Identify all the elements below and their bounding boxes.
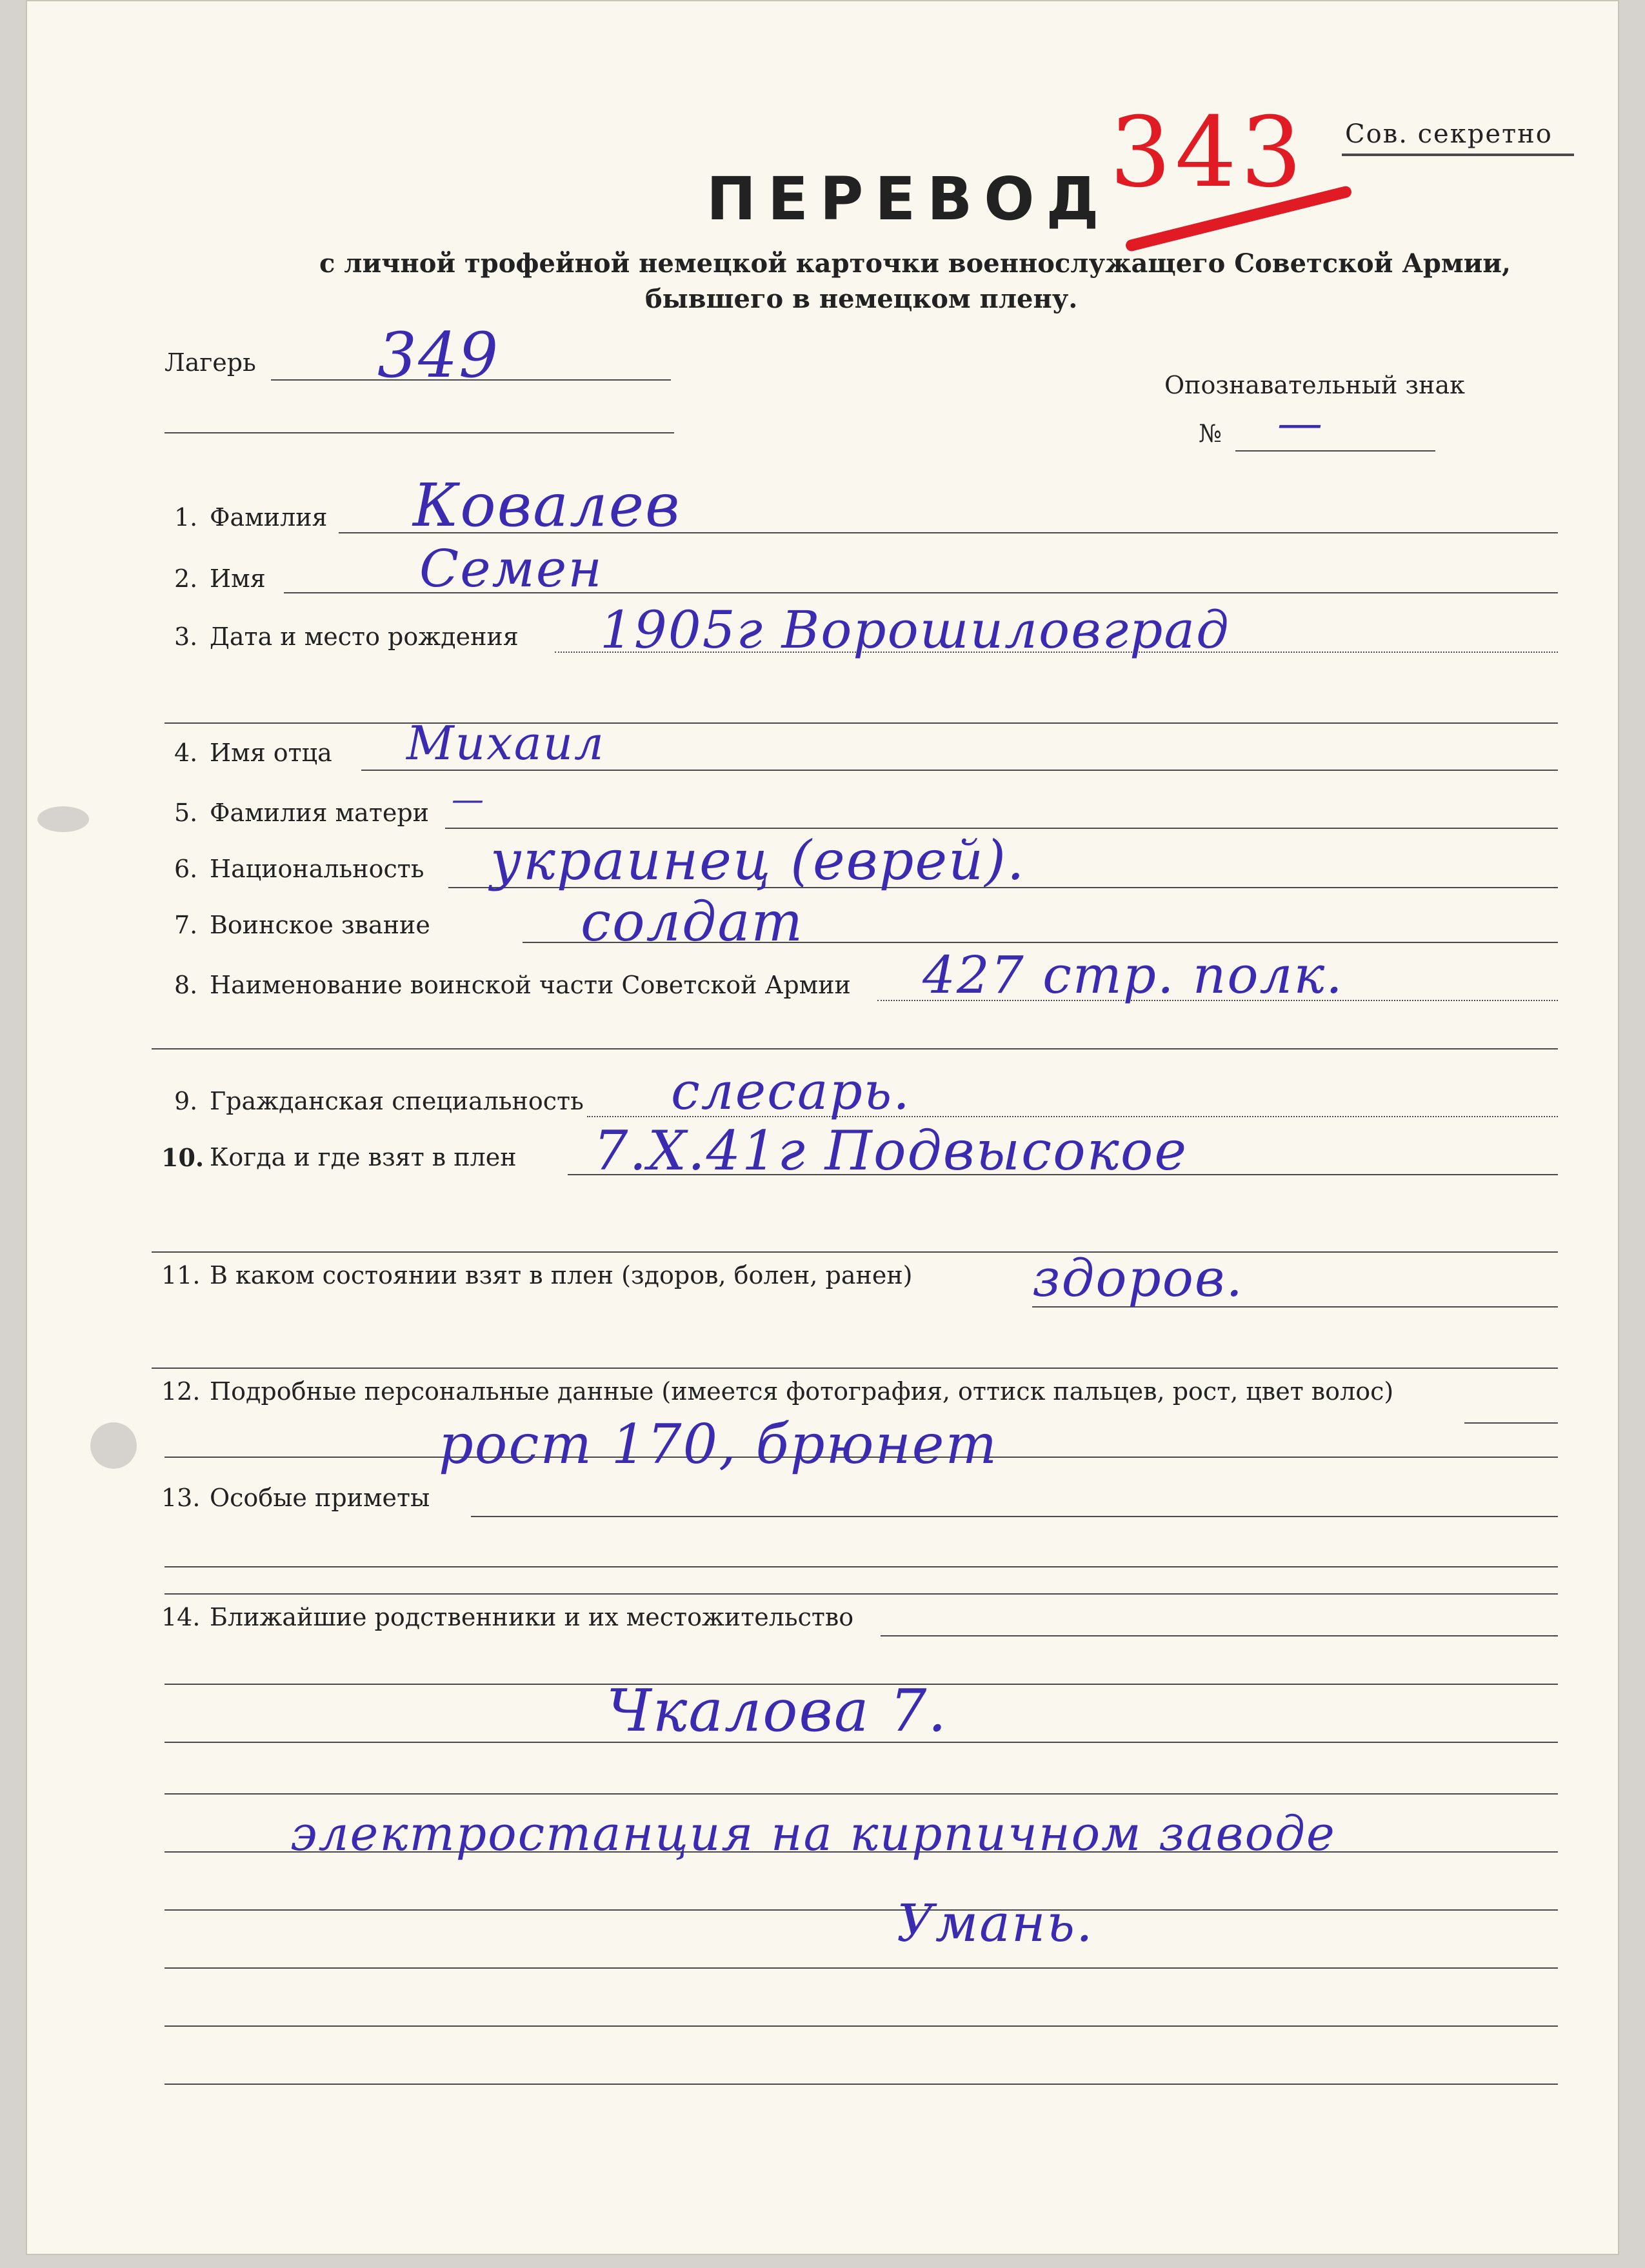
field-5-label: Фамилия матери (210, 799, 429, 827)
field-10-label: Когда и где взят в плен (210, 1143, 517, 1171)
relatives-line-3 (164, 1793, 1558, 1795)
field-3-number: 3. (174, 622, 198, 651)
field-1-label: Фамилия (210, 503, 328, 532)
field-11-value: здоров. (1032, 1248, 1244, 1308)
punch-hole-upper (37, 806, 89, 832)
scan-bottom-edge (0, 2255, 1645, 2268)
field-8-label: Наименование воинской части Советской Армии (210, 971, 851, 999)
field-3-value: 1905г Ворошиловград (600, 600, 1230, 660)
id-tag-value: — (1277, 397, 1324, 450)
field-9-number: 9. (174, 1087, 198, 1115)
camp-value: 349 (377, 319, 500, 392)
punch-hole-lower (90, 1422, 137, 1469)
field-2-number: 2. (174, 564, 198, 593)
field-13-line (471, 1516, 1558, 1517)
relatives-line-6 (164, 1967, 1558, 1969)
field-6-value: украинец (еврей). (490, 829, 1026, 892)
document-page (26, 0, 1619, 2255)
field-11-label: В каком состоянии взят в плен (здоров, болен, ранен) (210, 1261, 913, 1289)
field-2-label: Имя (210, 564, 266, 593)
id-tag-line (1235, 450, 1435, 452)
field-3-label: Дата и место рождения (210, 622, 519, 651)
field-8-number: 8. (174, 971, 198, 999)
field-14-line (881, 1635, 1558, 1636)
field-13-line-2 (164, 1566, 1558, 1567)
field-7-label: Воинское звание (210, 911, 430, 939)
subtitle-line2: бывшего в немецком плену. (645, 284, 1078, 314)
field-7-value: солдат (581, 890, 804, 953)
field-9-label: Гражданская специальность (210, 1087, 584, 1115)
relatives-value-3: Умань. (897, 1893, 1094, 1953)
field-5-value: — (452, 781, 485, 818)
red-registry-number: 343 (1110, 97, 1306, 209)
field-12-number: 12. (161, 1377, 201, 1406)
field-6-label: Национальность (210, 855, 424, 883)
field-10-value: 7.X.41г Подвысокое (593, 1119, 1188, 1182)
field-14-number: 14. (161, 1603, 201, 1631)
relatives-value-2: электростанция на кирпичном заводе (290, 1806, 1336, 1862)
field-4-number: 4. (174, 739, 198, 767)
field-11-number: 11. (161, 1261, 201, 1289)
field-12-value: рост 170, брюнет (439, 1413, 999, 1476)
field-3-line-2 (164, 722, 1558, 724)
field-10-line-2 (152, 1251, 1558, 1253)
field-12-label: Подробные персональные данные (имеется фотография, оттиск пальцев, рост, цвет волос) (210, 1377, 1394, 1406)
field-14-label: Ближайшие родственники и их местожительство (210, 1603, 854, 1631)
subtitle-line1: с личной трофейной немецкой карточки военнослужащего Советской Армии, (319, 248, 1511, 279)
field-6-number: 6. (174, 855, 198, 883)
relatives-line-7 (164, 2025, 1558, 2027)
relatives-line-8 (164, 2084, 1558, 2085)
field-1-value: Ковалев (413, 471, 681, 540)
field-10-number: 10. (161, 1143, 204, 1172)
field-13-label: Особые приметы (210, 1484, 430, 1512)
id-tag-number-label: № (1199, 419, 1222, 448)
field-4-label: Имя отца (210, 739, 332, 767)
field-12-line (1464, 1422, 1558, 1424)
field-11-line-2 (152, 1368, 1558, 1369)
classification-underline (1342, 154, 1574, 156)
field-2-value: Семен (419, 539, 603, 599)
camp-line-2 (164, 432, 674, 433)
field-1-number: 1. (174, 503, 198, 532)
field-5-number: 5. (174, 799, 198, 827)
camp-label: Лагерь (164, 348, 256, 377)
classification-stamp: Сов. секретно (1345, 119, 1553, 149)
relatives-line-5 (164, 1909, 1558, 1911)
page-title: ПЕРЕВОД (706, 164, 1111, 234)
relatives-value-1: Чкалова 7. (606, 1677, 948, 1745)
field-13-line-3 (164, 1593, 1558, 1595)
field-8-value: 427 стр. полк. (922, 945, 1344, 1005)
field-13-number: 13. (161, 1484, 201, 1512)
id-tag-label: Опознавательный знак (1164, 371, 1465, 399)
field-7-number: 7. (174, 911, 198, 939)
field-4-value: Михаил (406, 716, 605, 770)
field-9-value: слесарь. (671, 1061, 911, 1121)
field-8-line-2 (152, 1048, 1558, 1049)
